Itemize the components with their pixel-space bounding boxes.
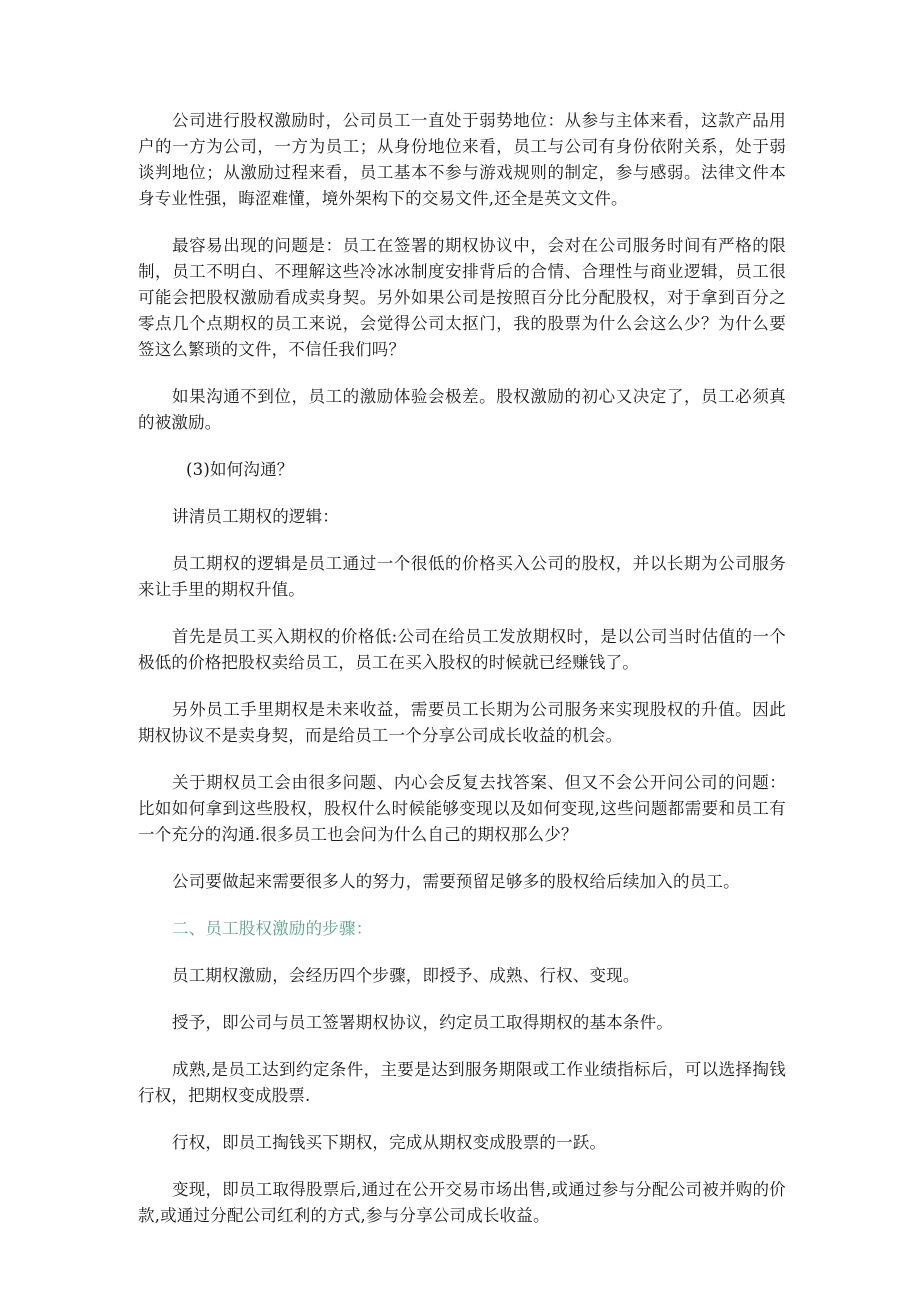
paragraph: 员工期权激励，会经历四个步骤，即授予、成熟、行权、变现。 (172, 966, 640, 985)
paragraph: 员工期权的逻辑是员工通过一个很低的价格买入公司的股权，并以长期为公司服务来让手里的期权升值。 (138, 554, 786, 599)
paragraph: 另外员工手里期权是未来收益，需要员工长期为公司服务来实现股权的升值。因此期权协议不是卖身契，而是给员工一个分享公司成长收益的机会。 (138, 700, 786, 745)
paragraph: 关于期权员工会由很多问题、内心会反复去找答案、但又不会公开问公司的问题：比如如何拿到这些股权，股权什么时候能够变现以及如何变现,这些问题都需要和员工有一个充分的沟通.很多员工也会问为什么自己的期权那么少？ (138, 773, 786, 844)
paragraph: 如果沟通不到位，员工的激励体验会极差。股权激励的初心又决定了，员工必须真的被激励。 (138, 387, 786, 432)
section-heading: 二、员工股权激励的步骤： (172, 919, 373, 938)
paragraph: 讲清员工期权的逻辑： (172, 507, 339, 526)
paragraph: 首先是员工买入期权的价格低:公司在给员工发放期权时，是以公司当时估值的一个极低的价格把股权卖给员工，员工在买入股权的时候就已经赚钱了。 (138, 627, 786, 672)
paragraph: 最容易出现的问题是：员工在签署的期权协议中，会对在公司服务时间有严格的限制，员工不明白、不理解这些冷冰冰制度安排背后的合情、合理性与商业逻辑，员工很可能会把股权激励看成卖身契。另外如果公司是按照百分比分配股权，对于拿到百分之零点几个点期权的员工来说，会觉得公司太抠门，我的股票为什么会这么少？为什么要签这么繁琐的文件，不信任我们吗？ (138, 236, 786, 359)
paragraph: 公司进行股权激励时，公司员工一直处于弱势地位：从参与主体来看，这款产品用户的一方为公司，一方为员工；从身份地位来看，员工与公司有身份依附关系，处于弱谈判地位；从激励过程来看，员工基本不参与游戏规则的制定，参与感弱。法律文件本身专业性强，晦涩难懂，境外架构下的交易文件,还全是英文文件。 (138, 111, 786, 208)
paragraph: 授予，即公司与员工签署期权协议，约定员工取得期权的基本条件。 (172, 1013, 673, 1032)
paragraph: 公司要做起来需要很多人的努力，需要预留足够多的股权给后续加入的员工。 (172, 872, 740, 891)
document-body (138, 108, 786, 1250)
paragraph: 成熟,是员工达到约定条件，主要是达到服务期限或工作业绩指标后，可以选择掏钱行权，把期权变成股票. (138, 1060, 786, 1105)
paragraph: 变现，即员工取得股票后,通过在公开交易市场出售,或通过参与分配公司被并购的价款,或通过分配公司红利的方式,参与分享公司成长收益。 (138, 1180, 786, 1225)
paragraph: 行权，即员工掏钱买下期权，完成从期权变成股票的一跃。 (172, 1133, 607, 1152)
subsection-title: (3)如何沟通？ (186, 460, 294, 479)
